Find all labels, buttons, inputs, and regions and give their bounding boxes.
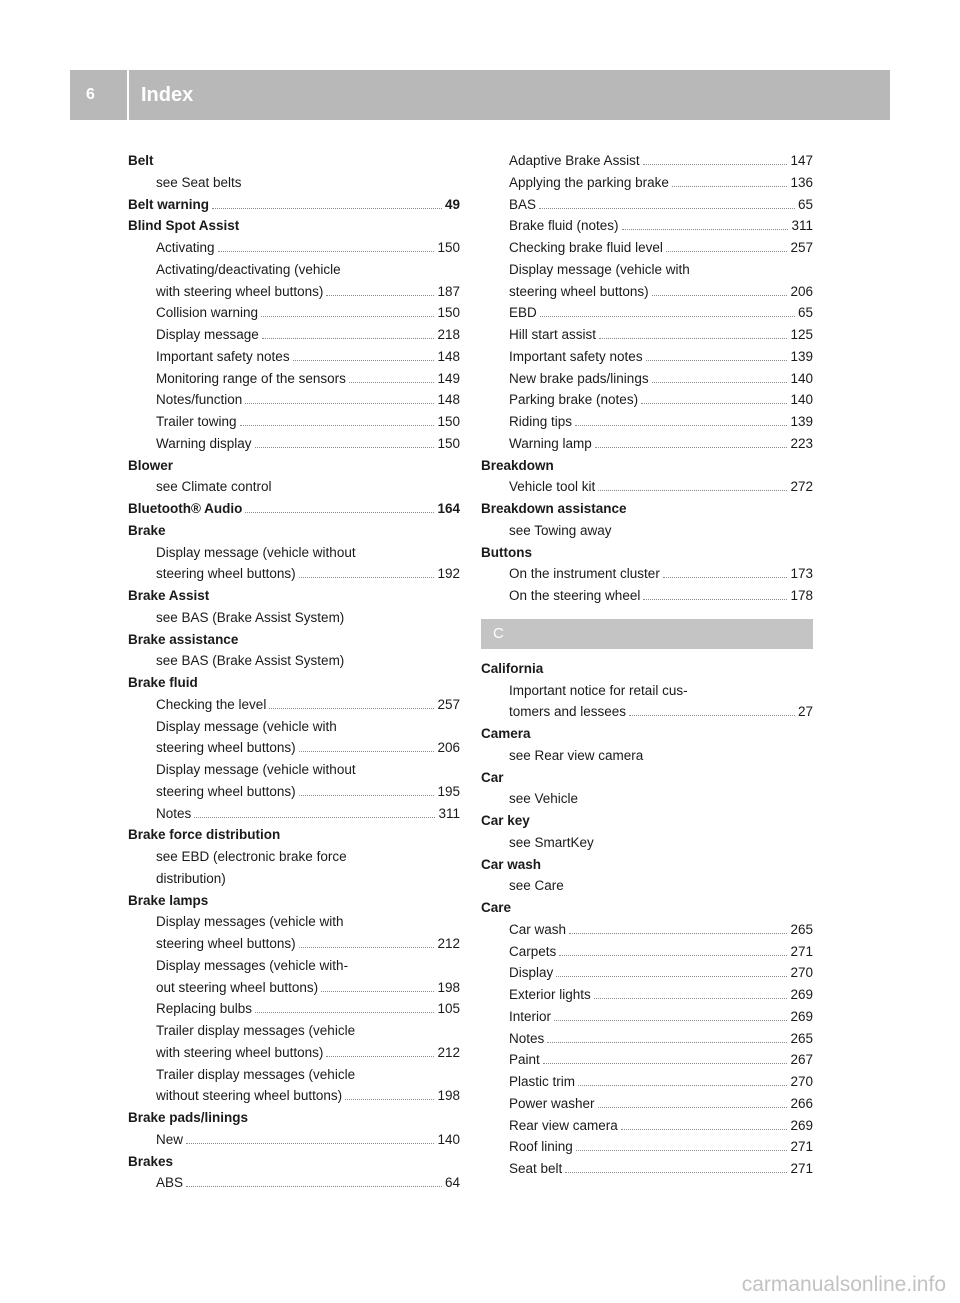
index-subentry: [128, 542, 460, 564]
entry-text: Display message (vehicle with: [156, 718, 337, 734]
index-subentry: [128, 868, 460, 890]
entry-text: Display message (vehicle without: [156, 762, 356, 777]
entry-text: Warning lamp: [509, 435, 592, 451]
page-reference[interactable]: 139: [790, 348, 813, 364]
entry-text: On the instrument cluster: [509, 566, 660, 582]
entry-text: Notes/function: [156, 392, 243, 408]
entry-text: Plastic trim: [509, 1074, 576, 1089]
page-reference[interactable]: 150: [437, 435, 460, 451]
entry-text: out steering wheel buttons): [156, 979, 319, 995]
entry-text: Blower: [128, 457, 174, 473]
index-subentry[interactable]: [481, 237, 813, 259]
entry-text: tomers and lessees: [509, 704, 627, 720]
index-entry: [128, 890, 460, 912]
entry-text: Adaptive Brake Assist: [509, 153, 640, 168]
index-subentry[interactable]: [481, 476, 813, 498]
leader-dots: [212, 197, 442, 209]
index-subentry[interactable]: [481, 1006, 813, 1028]
entry-text: Activating: [156, 240, 215, 255]
index-entry: [128, 629, 460, 651]
index-subentry[interactable]: [481, 1093, 813, 1115]
index-subentry[interactable]: [481, 150, 813, 172]
leader-dots: [262, 327, 435, 339]
entry-text: New: [156, 1131, 184, 1147]
entry-text: Seat belt: [509, 1161, 563, 1176]
leader-dots: [666, 240, 788, 252]
entry-text: Care: [481, 900, 512, 915]
index-entry: [481, 767, 813, 789]
index-subentry[interactable]: [128, 737, 460, 759]
index-subentry[interactable]: [481, 194, 813, 216]
index-entry: [128, 585, 460, 607]
index-subentry: [128, 846, 460, 868]
page-reference[interactable]: 147: [790, 153, 813, 168]
page-reference[interactable]: 265: [790, 921, 813, 937]
leader-dots: [326, 1045, 434, 1057]
index-subentry: [481, 832, 813, 854]
page-reference[interactable]: 206: [437, 740, 460, 756]
leader-dots: [269, 697, 434, 709]
index-subentry: [128, 955, 460, 977]
entry-text: Monitoring range of the sensors: [156, 370, 346, 386]
entry-text: Display message (vehicle without: [156, 544, 356, 560]
page-reference[interactable]: 265: [790, 1030, 813, 1046]
entry-text: see Seat belts: [156, 174, 242, 190]
section-letter: C: [481, 619, 813, 649]
entry-text: see SmartKey: [509, 834, 594, 850]
page-reference[interactable]: 64: [444, 1175, 460, 1191]
entry-text: Trailer display messages (vehicle: [156, 1023, 356, 1038]
entry-text: Brake Assist: [128, 588, 210, 603]
index-subentry[interactable]: [128, 1085, 460, 1107]
index-subentry[interactable]: [481, 962, 813, 984]
entry-text: Belt: [128, 153, 154, 168]
index-subentry[interactable]: [128, 346, 460, 368]
leader-dots: [643, 588, 787, 600]
entry-text: see EBD (electronic brake force: [156, 849, 347, 864]
index-subentry[interactable]: [481, 1158, 813, 1180]
page-reference[interactable]: 195: [437, 783, 460, 799]
entry-text: steering wheel buttons): [156, 740, 296, 756]
page-reference[interactable]: 148: [437, 392, 460, 408]
page-reference[interactable]: 212: [437, 1044, 460, 1060]
index-entry: [481, 658, 813, 680]
index-entry: [481, 498, 813, 520]
index-subentry[interactable]: [481, 368, 813, 390]
index-subentry[interactable]: [128, 977, 460, 999]
index-subentry[interactable]: [481, 585, 813, 607]
page-reference[interactable]: 271: [790, 943, 813, 959]
entry-text: Brake pads/linings: [128, 1110, 249, 1125]
page-reference[interactable]: 198: [437, 979, 460, 995]
leader-dots: [299, 784, 435, 796]
entry-text: Interior: [509, 1008, 552, 1024]
leader-dots: [194, 806, 435, 818]
index-subentry[interactable]: [481, 281, 813, 303]
index-subentry[interactable]: [128, 433, 460, 455]
page-reference[interactable]: 212: [437, 936, 460, 951]
leader-dots: [245, 501, 434, 513]
leader-dots: [255, 436, 435, 448]
entry-text: Display: [509, 965, 554, 981]
index-subentry: [481, 788, 813, 810]
page-reference[interactable]: 198: [437, 1088, 460, 1104]
page-reference[interactable]: 267: [790, 1052, 813, 1068]
page-reference[interactable]: 271: [790, 1139, 813, 1155]
page-reference[interactable]: 223: [790, 435, 813, 451]
index-subentry: [481, 520, 813, 542]
page-reference[interactable]: 206: [790, 283, 813, 299]
entry-text: Collision warning: [156, 305, 259, 321]
page-reference[interactable]: 140: [790, 370, 813, 386]
page-reference[interactable]: 192: [437, 566, 460, 582]
index-subentry[interactable]: [481, 433, 813, 455]
entry-text: distribution): [156, 870, 226, 886]
entry-text: Important safety notes: [509, 348, 643, 364]
entry-text: Display messages (vehicle with: [156, 914, 344, 930]
index-subentry[interactable]: [128, 563, 460, 585]
entry-text: Notes: [156, 805, 192, 821]
entry-text: steering wheel buttons): [156, 566, 296, 582]
page-reference[interactable]: 311: [438, 805, 460, 821]
index-entry: [128, 672, 460, 694]
index-subentry[interactable]: [481, 1115, 813, 1137]
index-entry[interactable]: [128, 194, 460, 216]
leader-dots: [556, 965, 787, 977]
index-entry[interactable]: [128, 498, 460, 520]
entry-text: Activating/deactivating (vehicle: [156, 261, 341, 277]
leader-dots: [299, 566, 435, 578]
entry-text: Rear view camera: [509, 1117, 618, 1133]
index-subentry: [128, 759, 460, 781]
leader-dots: [186, 1132, 434, 1144]
leader-dots: [595, 436, 788, 448]
page-reference[interactable]: 218: [437, 327, 460, 342]
page-reference[interactable]: 178: [790, 588, 813, 603]
entry-text: BAS: [509, 196, 537, 212]
entry-text: without steering wheel buttons): [156, 1088, 343, 1104]
index-subentry[interactable]: [481, 1071, 813, 1093]
page-reference[interactable]: 105: [437, 1001, 460, 1017]
index-subentry: [481, 680, 813, 702]
entry-text: Important safety notes: [156, 348, 290, 364]
index-subentry[interactable]: [481, 563, 813, 585]
entry-text: New brake pads/linings: [509, 370, 649, 386]
leader-dots: [598, 479, 787, 491]
index-subentry[interactable]: [128, 694, 460, 716]
entry-text: Brake lamps: [128, 892, 209, 908]
entry-text: Bluetooth® Audio: [128, 501, 243, 516]
entry-text: steering wheel buttons): [509, 283, 649, 299]
leader-dots: [539, 197, 795, 209]
entry-text: with steering wheel buttons): [156, 1044, 324, 1060]
leader-dots: [629, 704, 795, 716]
entry-text: Brakes: [128, 1153, 174, 1169]
leader-dots: [321, 980, 434, 992]
page-reference[interactable]: 270: [790, 1074, 813, 1089]
entry-text: Buttons: [481, 544, 532, 560]
index-entry: [128, 455, 460, 477]
leader-dots: [245, 392, 434, 404]
page-reference[interactable]: 65: [797, 196, 813, 212]
index-subentry[interactable]: [481, 302, 813, 324]
index-entry: [481, 897, 813, 919]
index-subentry[interactable]: [128, 998, 460, 1020]
page-reference[interactable]: 27: [797, 704, 813, 720]
leader-dots: [554, 1009, 787, 1021]
page-reference[interactable]: 125: [790, 327, 813, 342]
leader-dots: [186, 1175, 442, 1187]
entry-text: Replacing bulbs: [156, 1001, 253, 1017]
page-reference[interactable]: 150: [437, 414, 460, 429]
leader-dots: [240, 414, 435, 426]
index-subentry[interactable]: [481, 1136, 813, 1158]
entry-text: On the steering wheel: [509, 588, 641, 603]
entry-text: Paint: [509, 1052, 540, 1068]
index-subentry[interactable]: [128, 237, 460, 259]
entry-text: Display messages (vehicle with-: [156, 957, 349, 973]
page-reference[interactable]: 49: [444, 196, 460, 212]
leader-dots: [643, 153, 788, 165]
entry-text: see Towing away: [509, 522, 612, 538]
index-entry: [481, 723, 813, 745]
index-subentry[interactable]: [128, 1129, 460, 1151]
entry-text: EBD: [509, 305, 537, 321]
entry-text: Hill start assist: [509, 327, 597, 342]
index-entry: [128, 150, 460, 172]
entry-text: Display message (vehicle with: [509, 261, 690, 277]
entry-text: Brake fluid (notes): [509, 218, 619, 234]
leader-dots: [299, 740, 435, 752]
entry-text: see Rear view camera: [509, 747, 644, 763]
leader-dots: [540, 305, 795, 317]
index-subentry[interactable]: [128, 1172, 460, 1194]
entry-text: see Vehicle: [509, 791, 579, 807]
entry-text: Car key: [481, 813, 530, 828]
leader-dots: [547, 1031, 787, 1043]
leader-dots: [663, 566, 788, 578]
page-reference[interactable]: 148: [437, 348, 460, 364]
leader-dots: [641, 392, 787, 404]
leader-dots: [255, 1001, 434, 1013]
index-subentry: [128, 650, 460, 672]
entry-text: see Care: [509, 878, 564, 894]
entry-text: Applying the parking brake: [509, 174, 669, 190]
index-subentry[interactable]: [128, 324, 460, 346]
entry-text: Belt warning: [128, 196, 210, 212]
leader-dots: [299, 936, 435, 948]
page-reference[interactable]: 65: [797, 305, 813, 321]
page-reference[interactable]: 272: [790, 479, 813, 495]
page-reference[interactable]: 139: [790, 414, 813, 429]
leader-dots: [672, 175, 788, 187]
index-subentry[interactable]: [128, 803, 460, 825]
leader-dots: [543, 1052, 788, 1064]
entry-text: Exterior lights: [509, 987, 591, 1002]
entry-text: Parking brake (notes): [509, 392, 639, 408]
entry-text: ABS: [156, 1175, 184, 1191]
index-column-left: [128, 150, 460, 1194]
page-number: 6: [86, 86, 95, 103]
index-subentry[interactable]: [481, 389, 813, 411]
page-reference[interactable]: 150: [437, 240, 460, 255]
index-subentry[interactable]: [128, 411, 460, 433]
entry-text: Brake force distribution: [128, 827, 281, 843]
page-reference[interactable]: 266: [790, 1095, 813, 1111]
entry-text: see BAS (Brake Assist System): [156, 653, 345, 669]
leader-dots: [569, 922, 787, 934]
index-subentry[interactable]: [481, 324, 813, 346]
watermark: carmanualsonline.info: [741, 1273, 946, 1296]
page-reference[interactable]: 257: [437, 696, 460, 712]
index-subentry[interactable]: [128, 1042, 460, 1064]
index-subentry[interactable]: [128, 781, 460, 803]
index-subentry[interactable]: [481, 941, 813, 963]
index-entry: [128, 1151, 460, 1173]
entry-text: Car wash: [481, 856, 542, 872]
page-reference[interactable]: 270: [790, 965, 813, 981]
index-subentry: [128, 1064, 460, 1086]
entry-text: Blind Spot Assist: [128, 218, 240, 234]
entry-text: Car wash: [509, 921, 567, 937]
index-subentry[interactable]: [128, 281, 460, 303]
index-entry: [481, 542, 813, 564]
leader-dots: [598, 1096, 788, 1108]
page-reference[interactable]: 269: [790, 987, 813, 1002]
index-subentry[interactable]: [128, 389, 460, 411]
entry-text: Breakdown assistance: [481, 501, 627, 516]
page-reference[interactable]: 140: [790, 392, 813, 408]
index-subentry[interactable]: [128, 368, 460, 390]
entry-text: steering wheel buttons): [156, 936, 296, 951]
leader-dots: [559, 944, 787, 956]
index-subentry: [128, 259, 460, 281]
leader-dots: [622, 218, 789, 230]
entry-text: Brake fluid: [128, 675, 198, 690]
index-entry: [128, 520, 460, 542]
index-subentry: [128, 716, 460, 738]
leader-dots: [565, 1161, 787, 1173]
index-entry: [128, 824, 460, 846]
page-reference[interactable]: 269: [790, 1008, 813, 1024]
index-subentry[interactable]: [481, 919, 813, 941]
entry-text: Roof lining: [509, 1139, 573, 1155]
index-entry: [128, 215, 460, 237]
index-entry: [481, 854, 813, 876]
index-subentry[interactable]: [481, 215, 813, 237]
page-reference[interactable]: 269: [790, 1117, 813, 1133]
index-subentry[interactable]: [481, 172, 813, 194]
leader-dots: [293, 349, 435, 361]
entry-text: Carpets: [509, 943, 557, 959]
index-subentry[interactable]: [481, 701, 813, 723]
leader-dots: [575, 414, 787, 426]
page-reference[interactable]: 257: [790, 240, 813, 255]
page-reference[interactable]: 150: [437, 305, 460, 321]
page-reference[interactable]: 140: [437, 1131, 460, 1147]
leader-dots: [576, 1139, 788, 1151]
leader-dots: [652, 284, 788, 296]
page-reference[interactable]: 136: [790, 174, 813, 190]
index-subentry[interactable]: [481, 346, 813, 368]
entry-text: steering wheel buttons): [156, 783, 296, 799]
entry-text: Display message: [156, 327, 259, 342]
page-reference[interactable]: 164: [437, 501, 460, 516]
index-subentry: [128, 607, 460, 629]
leader-dots: [349, 371, 435, 383]
index-subentry: [128, 172, 460, 194]
index-subentry[interactable]: [481, 1028, 813, 1050]
index-subentry: [128, 911, 460, 933]
entry-text: Breakdown: [481, 457, 554, 473]
index-subentry: [481, 259, 813, 281]
leader-dots: [578, 1074, 787, 1086]
entry-text: Vehicle tool kit: [509, 479, 596, 495]
leader-dots: [326, 284, 434, 296]
index-subentry: [128, 476, 460, 498]
index-subentry[interactable]: [481, 411, 813, 433]
index-subentry[interactable]: [481, 984, 813, 1006]
leader-dots: [261, 305, 434, 317]
entry-text: Important notice for retail cus-: [509, 682, 688, 698]
page-reference[interactable]: 149: [437, 370, 460, 386]
index-entry: [481, 810, 813, 832]
entry-text: Checking the level: [156, 696, 267, 712]
page-title: Index: [141, 84, 194, 106]
index-entry: [481, 455, 813, 477]
entry-text: Brake: [128, 522, 166, 538]
index-subentry: [481, 875, 813, 897]
entry-text: Riding tips: [509, 414, 573, 429]
entry-text: Car: [481, 769, 504, 785]
entry-text: Checking brake fluid level: [509, 240, 663, 255]
index-column-right: [481, 150, 813, 1180]
entry-text: with steering wheel buttons): [156, 283, 324, 299]
entry-text: Warning display: [156, 435, 252, 451]
entry-text: Notes: [509, 1030, 545, 1046]
page-reference[interactable]: 173: [790, 566, 813, 582]
index-subentry: [481, 745, 813, 767]
entry-text: Trailer towing: [156, 414, 237, 429]
entry-text: see Climate control: [156, 479, 272, 495]
entry-text: Camera: [481, 726, 531, 741]
index-subentry: [128, 1020, 460, 1042]
index-entry: [128, 1107, 460, 1129]
entry-text: California: [481, 660, 544, 676]
leader-dots: [345, 1088, 434, 1100]
index-subentry[interactable]: [128, 302, 460, 324]
entry-text: Brake assistance: [128, 631, 239, 647]
entry-text: Power washer: [509, 1095, 595, 1111]
leader-dots: [621, 1118, 788, 1130]
leader-dots: [594, 987, 788, 999]
leader-dots: [646, 349, 788, 361]
index-subentry[interactable]: [481, 1049, 813, 1071]
header-divider: [127, 70, 129, 120]
page-reference[interactable]: 187: [437, 283, 460, 299]
page-reference[interactable]: 271: [790, 1161, 813, 1176]
entry-text: Trailer display messages (vehicle: [156, 1066, 356, 1082]
index-subentry[interactable]: [128, 933, 460, 955]
page-reference[interactable]: 311: [791, 218, 813, 234]
leader-dots: [599, 327, 787, 339]
leader-dots: [652, 371, 788, 383]
leader-dots: [218, 240, 435, 252]
entry-text: see BAS (Brake Assist System): [156, 609, 345, 625]
